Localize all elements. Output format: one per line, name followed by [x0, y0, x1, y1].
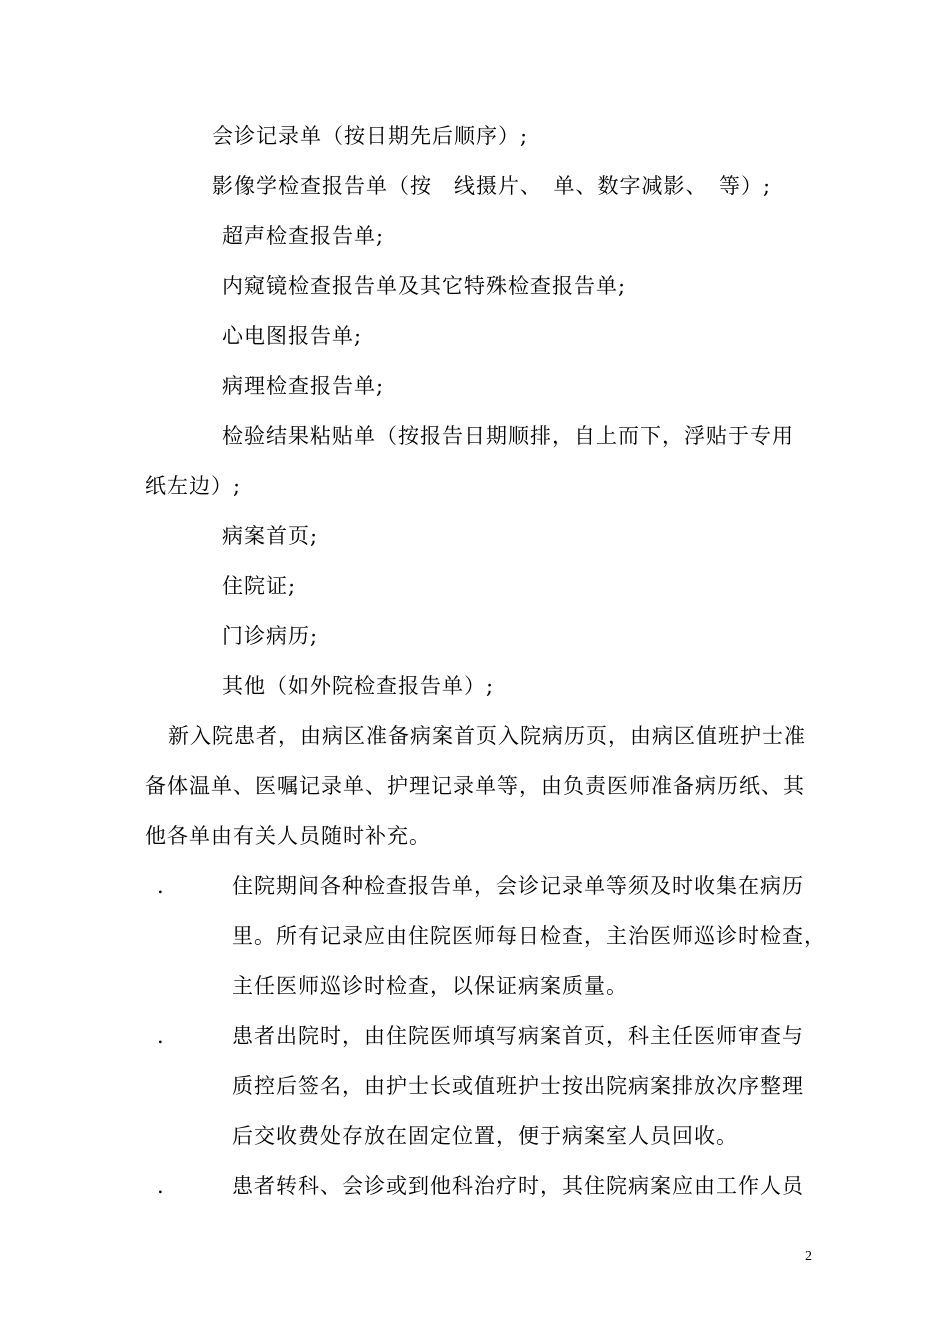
paragraph-line: 备体温单、医嘱记录单、护理记录单等，由负责医师准备病历纸、其 — [145, 774, 805, 798]
list-item-endoscopy: 内窥镜检查报告单及其它特殊检查报告单; — [222, 274, 627, 298]
list-item-front-page: 病案首页; — [222, 524, 319, 548]
list-item-lab-results: 检验结果粘贴单（按报告日期顺排，自上而下，浮贴于专用 — [222, 424, 794, 448]
item-marker: . — [157, 1174, 164, 1198]
numbered-item-line: 患者出院时，由住院医师填写病案首页，科主任医师审查与 — [232, 1024, 804, 1048]
list-item-admission-certificate: 住院证; — [222, 574, 297, 598]
list-item-consultation: 会诊记录单（按日期先后顺序）; — [212, 124, 529, 148]
numbered-item-line: 住院期间各种检查报告单，会诊记录单等须及时收集在病历 — [232, 874, 804, 898]
numbered-item-line: 患者转科、会诊或到他科治疗时，其住院病案应由工作人员 — [232, 1174, 804, 1198]
item-marker: . — [157, 1024, 164, 1048]
numbered-item-line: 里。所有记录应由住院医师每日检查，主治医师巡诊时检查， — [232, 924, 826, 948]
list-item-imaging: 影像学检查报告单（按 线摄片、 单、数字减影、 等）; — [212, 174, 772, 198]
list-item-outpatient-record: 门诊病历; — [222, 624, 319, 648]
numbered-item-line: 质控后签名，由护士长或值班护士按出院病案排放次序整理 — [232, 1074, 804, 1098]
list-item-others: 其他（如外院检查报告单）; — [222, 674, 495, 698]
list-item-pathology: 病理检查报告单; — [222, 374, 385, 398]
numbered-item-line: 主任医师巡诊时检查，以保证病案质量。 — [232, 974, 628, 998]
numbered-item-line: 后交收费处存放在固定位置，便于病案室人员回收。 — [232, 1124, 738, 1148]
page-number: 2 — [805, 1249, 812, 1264]
paragraph-line: 新入院患者，由病区准备病案首页入院病历页，由病区值班护士准 — [168, 724, 806, 748]
list-item-ecg: 心电图报告单; — [222, 324, 363, 348]
list-item-ultrasound: 超声检查报告单; — [222, 224, 385, 248]
paragraph-line: 他各单由有关人员随时补充。 — [145, 824, 431, 848]
list-item-lab-results-continued: 纸左边）; — [145, 474, 242, 498]
item-marker: . — [157, 874, 164, 898]
